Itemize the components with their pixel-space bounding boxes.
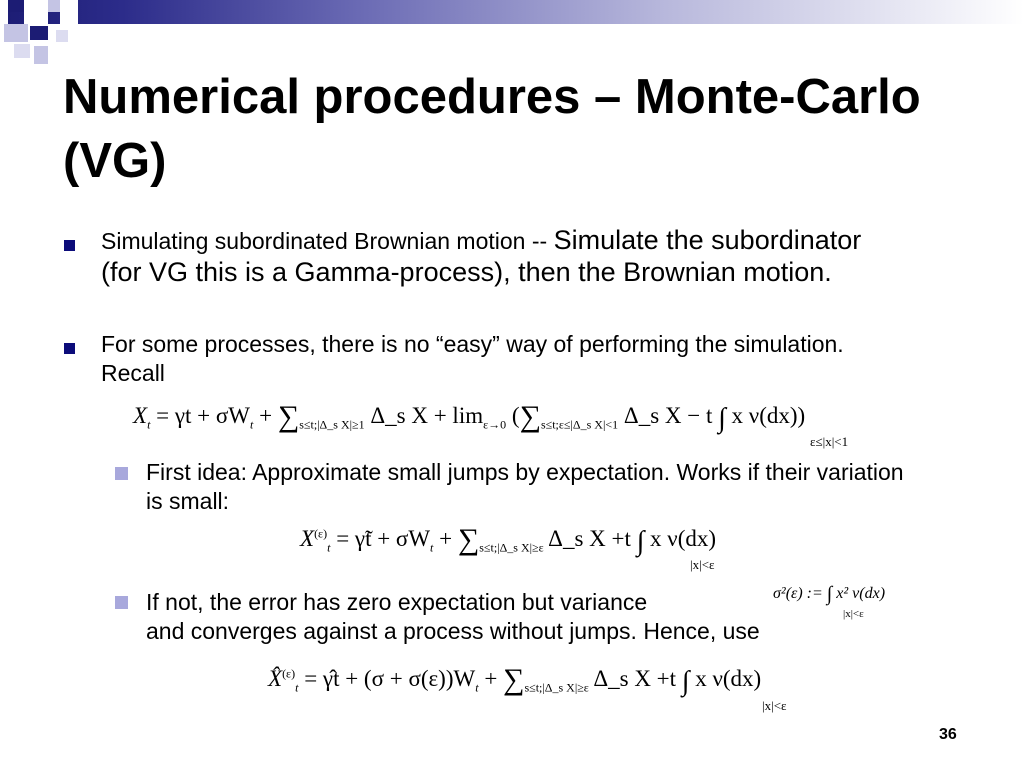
sum-subscript: s≤t;|Δ_s X|≥ε: [524, 680, 589, 695]
deco-square: [34, 46, 48, 64]
integral-subscript: |x|<ε: [690, 557, 715, 572]
deco-square: [60, 0, 78, 24]
formula-recall: $X_t = \gamma t + \sigma W_t + \sum_{s\le t;|\Delta\_s X|\ge 1}$ Δ_s $X + \lim_{\varepsilon\to 0} (\sum_{s\le t;\varepsilon\le|\Delta\_s X|<1}$ Δ_s X − t ∫ x ν(dx)): [133, 400, 806, 434]
sum-subscript: s≤t;|Δ_s X|≥1: [299, 417, 365, 432]
bullet-small-text: Simulating subordinated Brownian motion --: [101, 228, 554, 254]
slide-title: Numerical procedures – Monte-Carlo (VG): [63, 70, 921, 188]
deco-square: [56, 30, 68, 42]
formula-body: = γ̂t + (σ + σ(ε))W: [304, 666, 476, 691]
deco-square: [8, 0, 24, 12]
formula-superscript: (ε): [314, 526, 328, 541]
formula-term: Δ_s X + lim: [370, 403, 484, 428]
header-gradient-bar: [0, 0, 1024, 24]
bullet-square-icon: [64, 343, 75, 354]
formula-integrand: x² ν(dx): [836, 585, 886, 602]
lim-subscript: ε→0: [483, 417, 507, 432]
formula-lhs: X̂: [268, 666, 283, 691]
sum-icon: ∑: [277, 400, 300, 433]
formula-lhs: X: [300, 526, 315, 551]
formula-term: Δ_s X +t: [593, 666, 677, 691]
formula-integrand: x ν(dx)): [731, 403, 806, 428]
formula-integrand: x ν(dx): [650, 526, 717, 551]
integral-icon: ∫: [826, 583, 833, 605]
formula-lhs: X: [133, 403, 148, 428]
sum-subscript: s≤t;|Δ_s X|≥ε: [479, 540, 544, 555]
formula-body: = γt + σW: [156, 403, 251, 428]
sum-icon: ∑: [519, 400, 541, 433]
sum-icon: ∑: [457, 523, 480, 556]
sub-bullet-square-icon: [115, 596, 128, 609]
formula-corrected: X̂$^{(\varepsilon)}_t$ = γ̂t + $(\sigma + \sigma(\varepsilon))W_t + \sum_{s\le t;|\Delta\_s X|\ge\varepsilon}$ Δ_s X +t ∫ x ν(dx): [268, 663, 762, 697]
sum-subscript: s≤t;ε≤|Δ_s X|<1: [540, 417, 619, 432]
integral-icon: ∫: [681, 666, 690, 697]
sub-bullet-square-icon: [115, 467, 128, 480]
integral-subscript: ε≤|x|<1: [810, 434, 849, 449]
formula-lhs: σ²(ε) :=: [773, 585, 823, 602]
deco-square: [30, 26, 48, 40]
bullet-text: [101, 225, 901, 289]
deco-square: [4, 24, 28, 42]
formula-term: Δ_s X − t: [623, 403, 713, 428]
formula-variance: [773, 581, 885, 604]
sub-bullet-line: and converges against a process without jumps. Hence, use: [146, 618, 760, 644]
integral-icon: ∫: [718, 403, 726, 434]
deco-square: [24, 0, 48, 24]
formula-superscript: (ε): [282, 666, 296, 681]
integral-icon: ∫: [636, 526, 645, 557]
bullet-square-icon: [64, 240, 75, 251]
sub-bullet-line: If not, the error has zero expectation but variance: [146, 589, 648, 615]
deco-square: [0, 0, 8, 24]
integral-subscript: |x|<ε: [843, 608, 864, 620]
formula-approx: $X^{(\varepsilon)}_t$ = γ̃t + $\sigma W_t + \sum_{s\le t;|\Delta\_s X|\ge\varepsilon}$ Δ_s X +t ∫ x ν(dx): [300, 523, 717, 557]
formula-term: Δ_s X +t: [548, 526, 631, 551]
sum-icon: ∑: [503, 663, 525, 696]
formula-integrand: x ν(dx): [695, 666, 762, 691]
header-decoration: [0, 0, 1024, 70]
sub-bullet-text: First idea: Approximate small jumps by expectation. Works if their variation is small:: [146, 459, 904, 514]
bullet-text: For some processes, there is no “easy” way of performing the simulation. Recall: [101, 331, 844, 386]
deco-square: [48, 0, 60, 12]
page-number: 36: [939, 726, 957, 743]
formula-body: = γ̃t + σW: [336, 526, 431, 551]
bullet-large-text: Simulate the subordinator (for VG this is a Gamma-process), then the Brownian motion.: [101, 225, 862, 287]
integral-subscript: |x|<ε: [762, 698, 787, 713]
deco-square: [14, 44, 30, 58]
